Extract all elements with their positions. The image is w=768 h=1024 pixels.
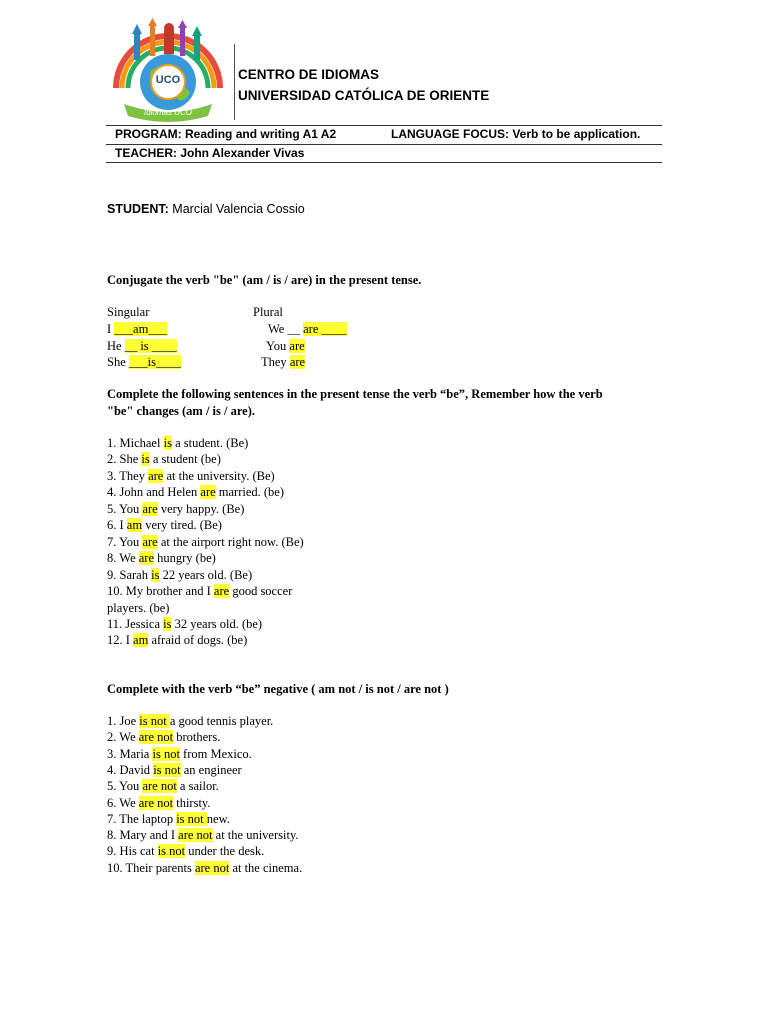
table-rule-top	[106, 125, 662, 126]
item-text: 4. David	[107, 762, 154, 777]
answer-highlight: are not	[194, 860, 230, 875]
exercise-item	[107, 730, 220, 745]
exercise-item	[107, 714, 273, 729]
exercise-item	[107, 747, 252, 762]
institution-line-1: CENTRO DE IDIOMAS	[238, 67, 380, 82]
plural-heading: Plural	[253, 305, 283, 319]
answer-highlight: is not	[157, 844, 186, 859]
exercise-item	[107, 601, 169, 616]
exercise-item	[107, 844, 264, 859]
answer-highlight: are not	[138, 795, 174, 810]
program-field	[115, 127, 336, 141]
item-text: an engineer	[180, 762, 242, 777]
item-text: at the university.	[212, 828, 299, 843]
teacher-label: TEACHER:	[115, 146, 177, 160]
item-text: 12. I	[107, 633, 134, 648]
answer-highlight: is not	[176, 811, 207, 826]
language-focus-label: LANGUAGE FOCUS:	[391, 127, 509, 141]
item-text: 10. Their parents	[107, 860, 195, 875]
student-label: STUDENT:	[107, 202, 169, 216]
item-text: at the university. (Be)	[163, 468, 275, 483]
answer-highlight: ___am___	[114, 322, 168, 336]
exercise-item	[107, 796, 211, 811]
item-text: under the desk.	[185, 844, 265, 859]
item-text: 4. John and Helen	[107, 485, 201, 500]
plural-row-2	[266, 339, 305, 354]
item-text: 1. Michael	[107, 436, 164, 450]
answer-highlight: are	[138, 551, 155, 566]
exercise-item	[107, 584, 292, 599]
answer-highlight: are	[148, 468, 164, 483]
item-text: 3. They	[107, 468, 149, 483]
row-subject: We __	[268, 322, 304, 336]
university-logo	[106, 18, 230, 126]
item-text: 9. His cat	[107, 844, 158, 859]
answer-highlight: is not	[152, 746, 180, 761]
logo-subtext: Idiomas UCO	[143, 108, 192, 117]
answer-highlight: are not	[178, 828, 213, 843]
exercise-item	[107, 861, 302, 876]
item-text: from Mexico.	[179, 746, 252, 761]
exercise-item	[107, 485, 284, 500]
exercise-item	[107, 828, 299, 843]
answer-highlight: is	[151, 567, 160, 582]
answer-highlight: are ____	[303, 322, 347, 336]
exercise-item	[107, 779, 219, 794]
answer-highlight: are not	[138, 730, 174, 745]
answer-highlight: are	[289, 339, 305, 353]
item-text: 8. We	[107, 551, 139, 566]
exercise-item	[107, 551, 216, 566]
item-text: 2. She	[107, 452, 142, 467]
answer-highlight: is	[163, 436, 172, 450]
table-rule-bottom	[106, 162, 662, 163]
section3-title: Complete with the verb “be” negative ( am not / is not / are not )	[107, 682, 449, 696]
item-text: 6. I	[107, 518, 127, 533]
item-text: 7. You	[107, 534, 143, 549]
item-text: hungry (be)	[154, 551, 216, 566]
row-subject: I	[107, 322, 115, 336]
item-text: 32 years old. (be)	[171, 616, 263, 631]
answer-highlight: is not	[139, 714, 170, 728]
item-text: at the cinema.	[229, 860, 303, 875]
answer-highlight: is	[141, 452, 150, 467]
item-text: married. (be)	[215, 485, 285, 500]
student-value: Marcial Valencia Cossio	[172, 202, 305, 216]
item-text: 5. You	[107, 501, 143, 516]
item-text: a student. (Be)	[171, 436, 249, 450]
item-text: very tired. (Be)	[142, 518, 222, 533]
item-text: a student (be)	[149, 452, 221, 467]
item-text: a sailor.	[176, 779, 219, 794]
item-text: afraid of dogs. (be)	[148, 633, 248, 648]
item-text: 5. You	[107, 779, 143, 794]
table-rule-middle	[106, 144, 662, 145]
item-text: 8. Mary and I	[107, 828, 179, 843]
exercise-item	[107, 633, 247, 648]
answer-highlight: are	[142, 501, 158, 516]
header-divider	[234, 44, 235, 120]
exercise-item	[107, 469, 275, 484]
exercise-item	[107, 518, 222, 533]
row-subject: She	[107, 355, 129, 369]
answer-highlight: are	[213, 584, 230, 599]
item-text: 9. Sarah	[107, 567, 152, 582]
row-subject: They	[261, 355, 290, 369]
singular-row-1	[107, 322, 167, 337]
exercise-item	[107, 568, 252, 583]
item-text: very happy. (Be)	[157, 501, 245, 516]
exercise-item	[107, 535, 304, 550]
exercise-item	[107, 617, 262, 632]
answer-highlight: is not	[153, 762, 181, 777]
answer-highlight: am	[133, 633, 149, 648]
answer-highlight: am	[126, 518, 143, 533]
item-text: at the airport right now. (Be)	[157, 534, 304, 549]
section2-title-line-2: "be" changes (am / is / are).	[107, 404, 256, 418]
program-label: PROGRAM:	[115, 127, 182, 141]
program-value: Reading and writing A1 A2	[185, 127, 337, 141]
row-subject: You	[266, 339, 290, 353]
section1-title: Conjugate the verb "be" (am / is / are) in the present tense.	[107, 273, 422, 287]
singular-heading: Singular	[107, 305, 150, 319]
answer-highlight: is	[163, 616, 172, 631]
answer-highlight: are	[142, 534, 158, 549]
item-text: 6. We	[107, 795, 139, 810]
item-text: 10. My brother and I	[107, 584, 214, 599]
teacher-value: John Alexander Vivas	[180, 146, 305, 160]
language-focus-field	[391, 127, 640, 141]
language-focus-value: Verb to be application.	[512, 127, 641, 141]
item-text: 11. Jessica	[107, 616, 164, 631]
logo-text: UCO	[155, 74, 181, 86]
student-field	[107, 202, 305, 216]
item-text: 2. We	[107, 730, 139, 745]
answer-highlight: are	[289, 355, 306, 369]
exercise-item	[107, 436, 248, 451]
plural-row-3	[261, 355, 305, 370]
row-subject: He	[107, 339, 125, 353]
answer-highlight: are not	[142, 779, 177, 794]
item-text: 22 years old. (Be)	[159, 567, 253, 582]
item-text: players. (be)	[107, 600, 170, 615]
item-text: brothers.	[173, 730, 221, 745]
plural-row-1	[268, 322, 347, 337]
section2-title-line-1: Complete the following sentences in the present tense the verb “be”, Remember how the verb	[107, 387, 603, 401]
singular-row-3	[107, 355, 181, 370]
singular-row-2	[107, 339, 177, 354]
item-text: 7. The laptop	[107, 811, 177, 826]
exercise-item	[107, 763, 242, 778]
answer-highlight: __ is ____	[124, 339, 177, 353]
answer-highlight: are	[200, 485, 216, 500]
item-text: a good tennis player.	[169, 714, 274, 728]
institution-line-2: UNIVERSIDAD CATÓLICA DE ORIENTE	[238, 88, 490, 103]
item-text: good soccer	[229, 584, 293, 599]
exercise-item	[107, 812, 230, 827]
teacher-field	[115, 146, 304, 160]
answer-highlight: ___is____	[128, 355, 181, 369]
item-text: 1. Joe	[107, 714, 140, 728]
item-text: 3. Maria	[107, 746, 153, 761]
exercise-item	[107, 502, 244, 517]
item-text: new.	[206, 811, 230, 826]
exercise-item	[107, 452, 221, 467]
item-text: thirsty.	[173, 795, 211, 810]
